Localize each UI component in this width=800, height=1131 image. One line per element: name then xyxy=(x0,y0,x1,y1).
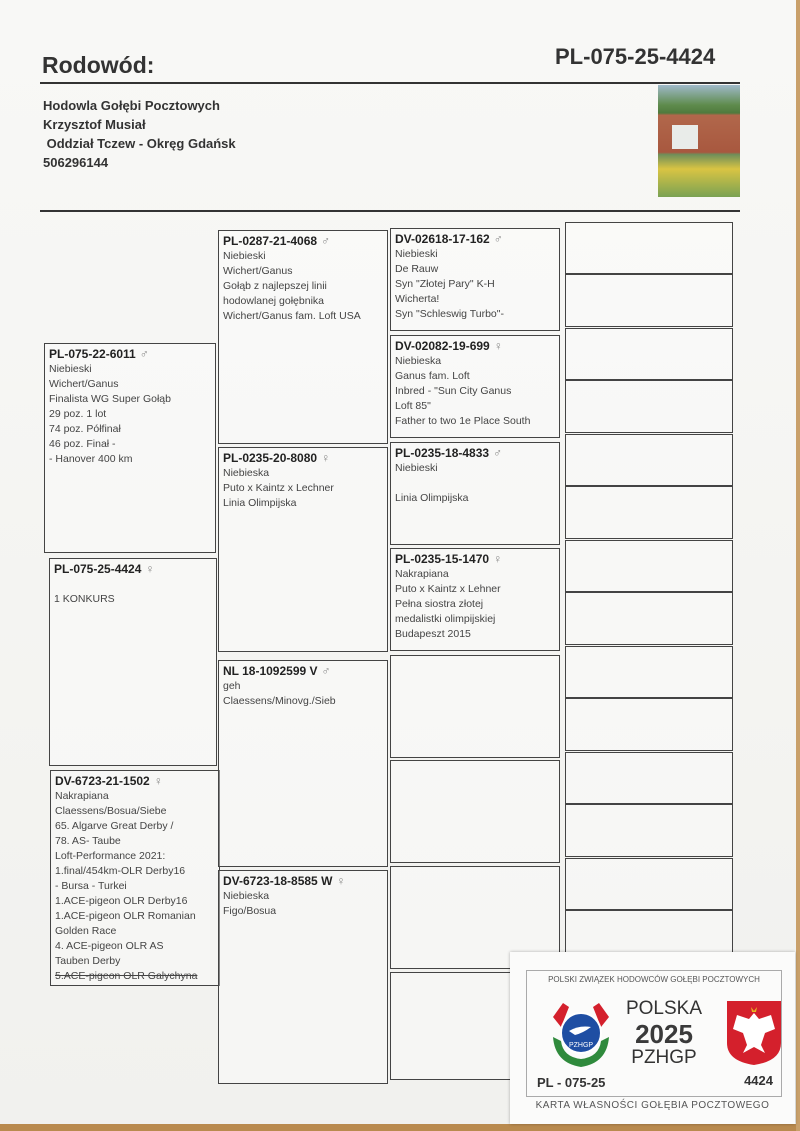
gen4-box xyxy=(565,540,733,592)
pedigree-line: 74 poz. Półfinał xyxy=(49,423,121,435)
male-symbol-icon: ♂ xyxy=(321,234,331,248)
pedigree-line: Syn "Złotej Pary" K-H xyxy=(395,278,495,290)
ring-text: PL-0287-21-4068 xyxy=(223,234,318,248)
male-symbol-icon: ♂ xyxy=(321,664,331,678)
pedigree-line: Niebieska xyxy=(395,355,442,367)
mother-box xyxy=(50,770,220,986)
gen4-box xyxy=(565,804,733,857)
breeder-branch: Oddział Tczew - Okręg Gdańsk xyxy=(43,136,236,151)
breeder-name: Krzysztof Musiał xyxy=(43,117,146,132)
pedigree-line: Loft-Performance 2021: xyxy=(55,850,166,862)
gen4-box xyxy=(565,380,733,433)
pedigree-line: Niebieski xyxy=(49,363,92,375)
pedigree-line: - Hanover 400 km xyxy=(49,453,133,465)
pedigree-line: 29 poz. 1 lot xyxy=(49,408,107,420)
female-symbol-icon: ♀ xyxy=(493,552,503,566)
pedigree-line: Claessens/Minovg./Sieb xyxy=(223,695,336,707)
pedigree-line: Wichert/Ganus xyxy=(223,265,293,277)
loft-photo xyxy=(658,85,740,197)
ring-number xyxy=(395,339,555,354)
pedigree-line: medalistki olimpijskiej xyxy=(395,613,496,625)
pedigree-line: Budapeszt 2015 xyxy=(395,628,471,640)
card-pzhgp: PZHGP xyxy=(631,1047,697,1068)
father-box xyxy=(44,343,216,553)
female-symbol-icon: ♀ xyxy=(321,451,331,465)
gen4-box xyxy=(565,486,733,539)
ring-text: DV-02618-17-162 xyxy=(395,232,490,246)
grandparent-box xyxy=(218,660,388,867)
great-grandparent-box xyxy=(390,760,560,863)
female-symbol-icon: ♀ xyxy=(336,874,346,888)
pedigree-line: Wichert/Ganus xyxy=(49,378,119,390)
divider xyxy=(40,210,740,212)
ownership-card xyxy=(510,952,795,1124)
ring-text: DV-02082-19-699 xyxy=(395,339,490,353)
ring-number xyxy=(395,552,555,567)
pedigree-line: Wicherta! xyxy=(395,293,440,305)
pedigree-line: Golden Race xyxy=(55,925,117,937)
pedigree-line: De Rauw xyxy=(395,263,439,275)
grandparent-box xyxy=(218,870,388,1084)
pedigree-line: 4. ACE-pigeon OLR AS xyxy=(55,940,164,952)
ring-text: PL-075-22-6011 xyxy=(49,347,136,361)
pedigree-line: Father to two 1e Place South xyxy=(395,415,531,427)
ring-number-header: PL-075-25-4424 xyxy=(555,44,716,69)
gen4-box xyxy=(565,698,733,751)
grandparent-box xyxy=(218,230,388,444)
ring-text: NL 18-1092599 V xyxy=(223,664,318,678)
pedigree-line: Claessens/Bosua/Siebe xyxy=(55,805,167,817)
pedigree-line: Tauben Derby xyxy=(55,955,121,967)
pedigree-line: 78. AS- Taube xyxy=(55,835,121,847)
male-symbol-icon: ♂ xyxy=(493,446,503,460)
pedigree-line: Loft 85" xyxy=(395,400,431,412)
female-symbol-icon: ♀ xyxy=(153,774,163,788)
female-symbol-icon: ♀ xyxy=(145,562,155,576)
ring-number xyxy=(223,664,383,679)
breeder-phone: 506296144 xyxy=(43,155,109,170)
ring-number xyxy=(223,874,383,889)
pedigree-line: Nakrapiana xyxy=(395,568,449,580)
ring-text: PL-0235-15-1470 xyxy=(395,552,490,566)
ring-number xyxy=(223,234,383,249)
page-title: Rodowód: xyxy=(42,52,155,78)
divider xyxy=(40,82,740,84)
pedigree-line: geh xyxy=(223,680,241,692)
ring-number xyxy=(395,446,555,461)
pedigree-line: Puto x Kaintz x Lehner xyxy=(395,583,501,595)
great-grandparent-box xyxy=(390,228,560,331)
pedigree-line: Linia Olimpijska xyxy=(395,492,469,504)
breeder-line: Hodowla Gołębi Pocztowych xyxy=(43,98,220,113)
male-symbol-icon: ♂ xyxy=(493,232,503,246)
ring-number xyxy=(54,562,212,577)
pedigree-line: Niebieska xyxy=(223,467,270,479)
pedigree-line: Niebieski xyxy=(223,250,266,262)
polish-eagle-emblem-icon xyxy=(725,999,783,1067)
gen4-box xyxy=(565,858,733,910)
pedigree-line: 1.final/454km-OLR Derby16 xyxy=(55,865,186,877)
card-country: POLSKA xyxy=(625,998,703,1019)
male-symbol-icon: ♂ xyxy=(139,347,149,361)
pedigree-line: hodowlanej gołębnika xyxy=(223,295,324,307)
pedigree-line: Finalista WG Super Gołąb xyxy=(49,393,171,405)
pedigree-line: Syn "Schleswig Turbo"- xyxy=(395,308,504,320)
pedigree-line: Niebieski xyxy=(395,462,438,474)
table-surface-edge xyxy=(796,0,800,1131)
pedigree-line: 46 poz. Finał - xyxy=(49,438,116,450)
pedigree-line: Puto x Kaintz x Lechner xyxy=(223,482,334,494)
gen4-box xyxy=(565,646,733,698)
card-ring-number: 4424 xyxy=(744,1073,773,1088)
gen4-box xyxy=(565,592,733,645)
card-org: POLSKI ZWIĄZEK HODOWCÓW GOŁĘBI POCZTOWYCH xyxy=(548,975,760,984)
card-year: 2025 xyxy=(635,1019,693,1049)
great-grandparent-box xyxy=(390,655,560,758)
ring-number xyxy=(49,347,211,362)
pedigree-line: Niebieska xyxy=(223,890,270,902)
pedigree-line: Linia Olimpijska xyxy=(223,497,297,509)
breeder-info xyxy=(43,96,236,172)
pedigree-line: 1.ACE-pigeon OLR Romanian xyxy=(55,910,196,922)
grandparent-box xyxy=(218,447,388,652)
ring-number xyxy=(223,451,383,466)
pedigree-line: Ganus fam. Loft xyxy=(395,370,470,382)
great-grandparent-box xyxy=(390,548,560,651)
pedigree-line: Pełna siostra złotej xyxy=(395,598,484,610)
gen4-box xyxy=(565,222,733,274)
pedigree-line: 1 KONKURS xyxy=(54,593,115,605)
female-symbol-icon: ♀ xyxy=(493,339,503,353)
pedigree-line: - Bursa - Turkei xyxy=(55,880,127,892)
ring-text: PL-075-25-4424 xyxy=(54,562,142,576)
pedigree-line: Gołąb z najlepszej linii xyxy=(223,280,327,292)
table-surface xyxy=(0,1124,800,1131)
great-grandparent-box xyxy=(390,335,560,438)
pedigree-line: Inbred - "Sun City Ganus xyxy=(395,385,512,397)
pedigree-line: Wichert/Ganus fam. Loft USA xyxy=(223,310,361,322)
ring-text: PL-0235-18-4833 xyxy=(395,446,490,460)
pedigree-line: Figo/Bosua xyxy=(223,905,277,917)
card-footer: KARTA WŁASNOŚCI GOŁĘBIA POCZTOWEGO xyxy=(535,1100,770,1111)
ring-number xyxy=(395,232,555,247)
pzhgp-logo-icon xyxy=(545,997,617,1069)
gen4-box xyxy=(565,328,733,380)
ring-number xyxy=(55,774,215,789)
pedigree-line: Nakrapiana xyxy=(55,790,109,802)
gen4-box xyxy=(565,434,733,486)
gen4-box xyxy=(565,752,733,804)
pedigree-line: 5.ACE-pigeon OLR Galychyna xyxy=(55,970,198,982)
svg-text:PZHGP: PZHGP xyxy=(568,1042,594,1049)
pedigree-line xyxy=(395,476,555,491)
great-grandparent-box xyxy=(390,442,560,545)
ring-text: DV-6723-21-1502 xyxy=(55,774,150,788)
card-ring-prefix: PL - 075-25 xyxy=(537,1075,606,1090)
pedigree-line: 65. Algarve Great Derby / xyxy=(55,820,174,832)
ring-text: PL-0235-20-8080 xyxy=(223,451,318,465)
pedigree-line xyxy=(54,577,212,592)
ring-text: DV-6723-18-8585 W xyxy=(223,874,333,888)
gen4-box xyxy=(565,274,733,327)
subject-box xyxy=(49,558,217,766)
pedigree-line: 1.ACE-pigeon OLR Derby16 xyxy=(55,895,188,907)
pedigree-line: Niebieski xyxy=(395,248,438,260)
